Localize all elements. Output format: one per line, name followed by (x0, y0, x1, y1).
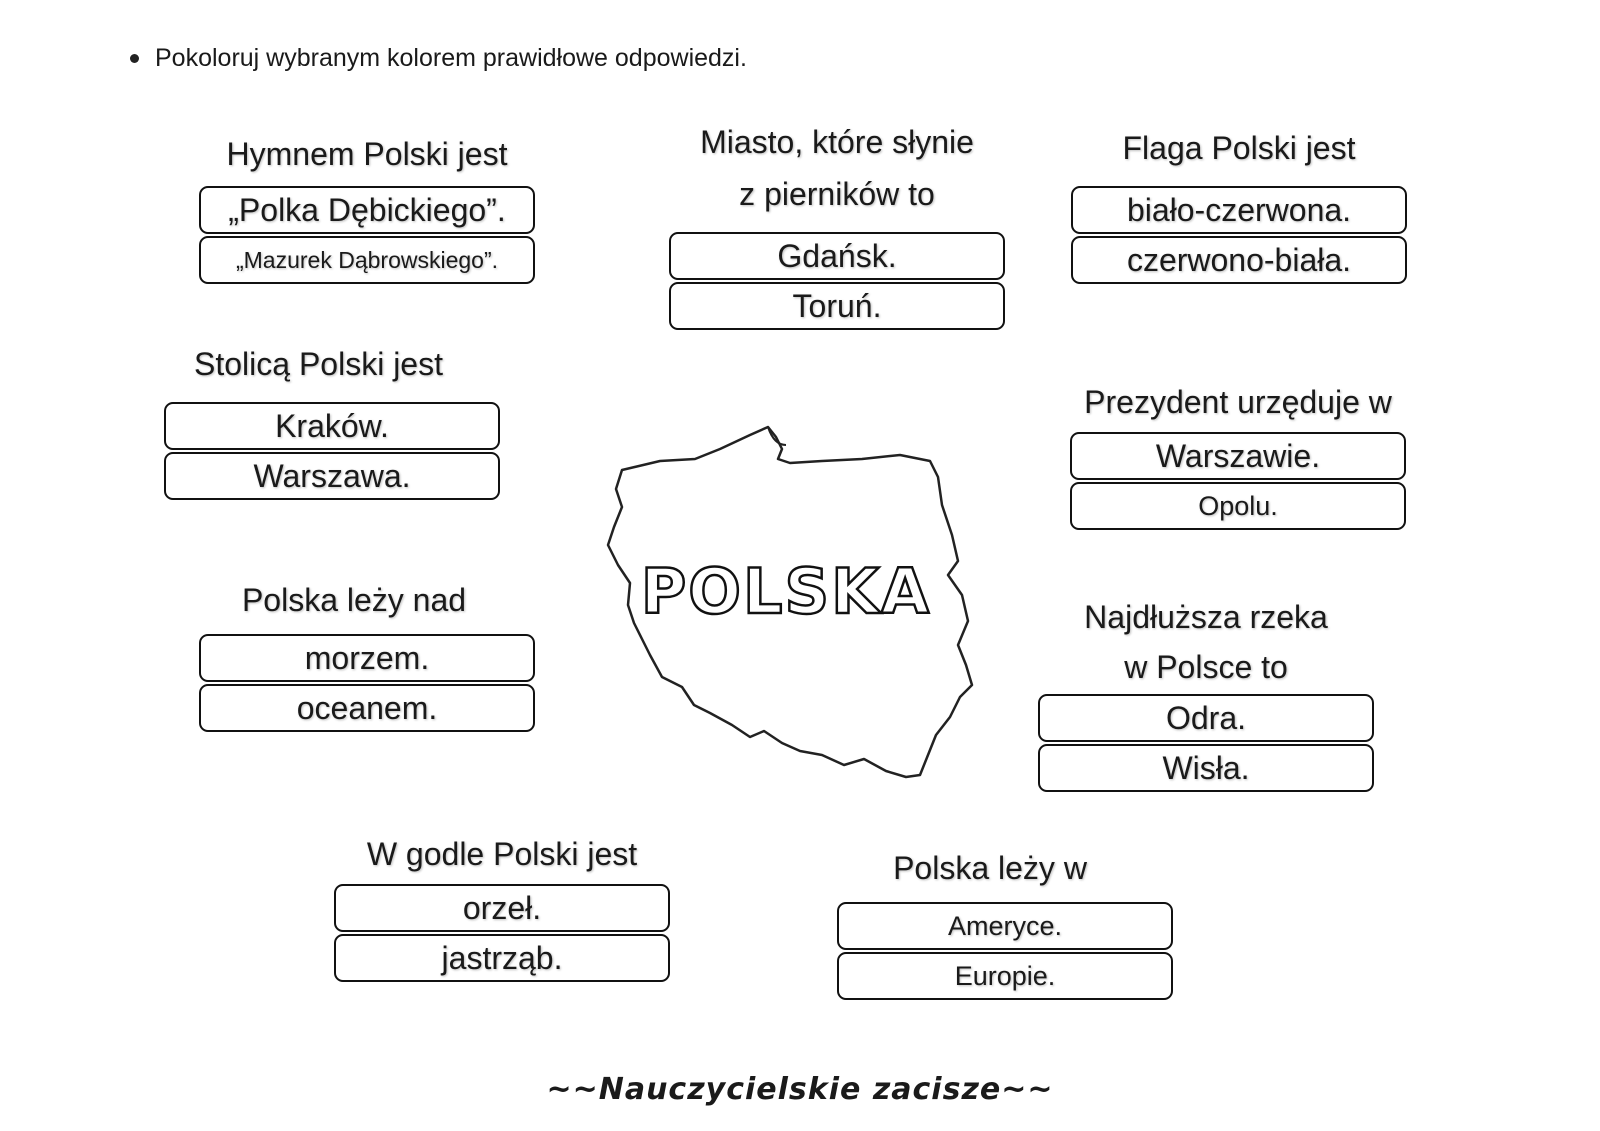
answer-option[interactable]: Warszawa. (164, 452, 500, 500)
question-stolica (164, 338, 504, 500)
question-text-line: Najdłuższa rzeka (1084, 599, 1328, 635)
answer-option[interactable]: Kraków. (164, 402, 500, 450)
question-lezy-w (835, 842, 1175, 1000)
answer-option[interactable]: oceanem. (199, 684, 535, 732)
question-text: Prezydent urzęduje w (1084, 384, 1392, 420)
answer-option[interactable]: „Mazurek Dąbrowskiego”. (199, 236, 535, 284)
question-text: W godle Polski jest (366, 836, 638, 872)
answer-option[interactable]: Gdańsk. (669, 232, 1005, 280)
question-godlo (332, 828, 672, 982)
footer-signature: ~~Nauczycielskie zacisze~~ (546, 1072, 1054, 1107)
answer-option[interactable]: Opolu. (1070, 482, 1406, 530)
answer-option[interactable]: orzeł. (334, 884, 670, 932)
question-text-line: z pierników to (739, 176, 935, 212)
question-nad (197, 574, 537, 732)
question-flaga (1069, 122, 1409, 284)
answer-option[interactable]: biało-czerwona. (1071, 186, 1407, 234)
answer-option[interactable]: Ameryce. (837, 902, 1173, 950)
answer-option[interactable]: jastrząb. (334, 934, 670, 982)
answer-option[interactable]: Warszawie. (1070, 432, 1406, 480)
question-text: Polska leży w (893, 850, 1087, 886)
poland-map (600, 415, 1000, 805)
map-label: POLSKA (640, 555, 932, 628)
question-hymn (197, 128, 537, 284)
question-text-line: w Polsce to (1124, 649, 1288, 685)
answer-option[interactable]: Toruń. (669, 282, 1005, 330)
answer-option[interactable]: „Polka Dębickiego”. (199, 186, 535, 234)
answer-option[interactable]: Europie. (837, 952, 1173, 1000)
answer-option[interactable]: czerwono-biała. (1071, 236, 1407, 284)
question-miasto (667, 116, 1007, 330)
question-text (1084, 592, 1328, 692)
answer-option[interactable]: Wisła. (1038, 744, 1374, 792)
question-text: Stolicą Polski jest (194, 346, 443, 382)
question-text: Hymnem Polski jest (226, 136, 508, 172)
question-text: Flaga Polski jest (1122, 130, 1356, 166)
question-rzeka (1036, 592, 1376, 792)
answer-option[interactable]: morzem. (199, 634, 535, 682)
answer-option[interactable]: Odra. (1038, 694, 1374, 742)
instruction-text: Pokoloruj wybranym kolorem prawidłowe odpowiedzi. (155, 44, 747, 72)
question-text (700, 116, 974, 220)
question-text-line: Miasto, które słynie (700, 124, 974, 160)
bullet-icon (130, 54, 139, 63)
instruction (130, 44, 747, 73)
question-text: Polska leży nad (241, 582, 467, 618)
question-prezydent (1068, 376, 1408, 530)
